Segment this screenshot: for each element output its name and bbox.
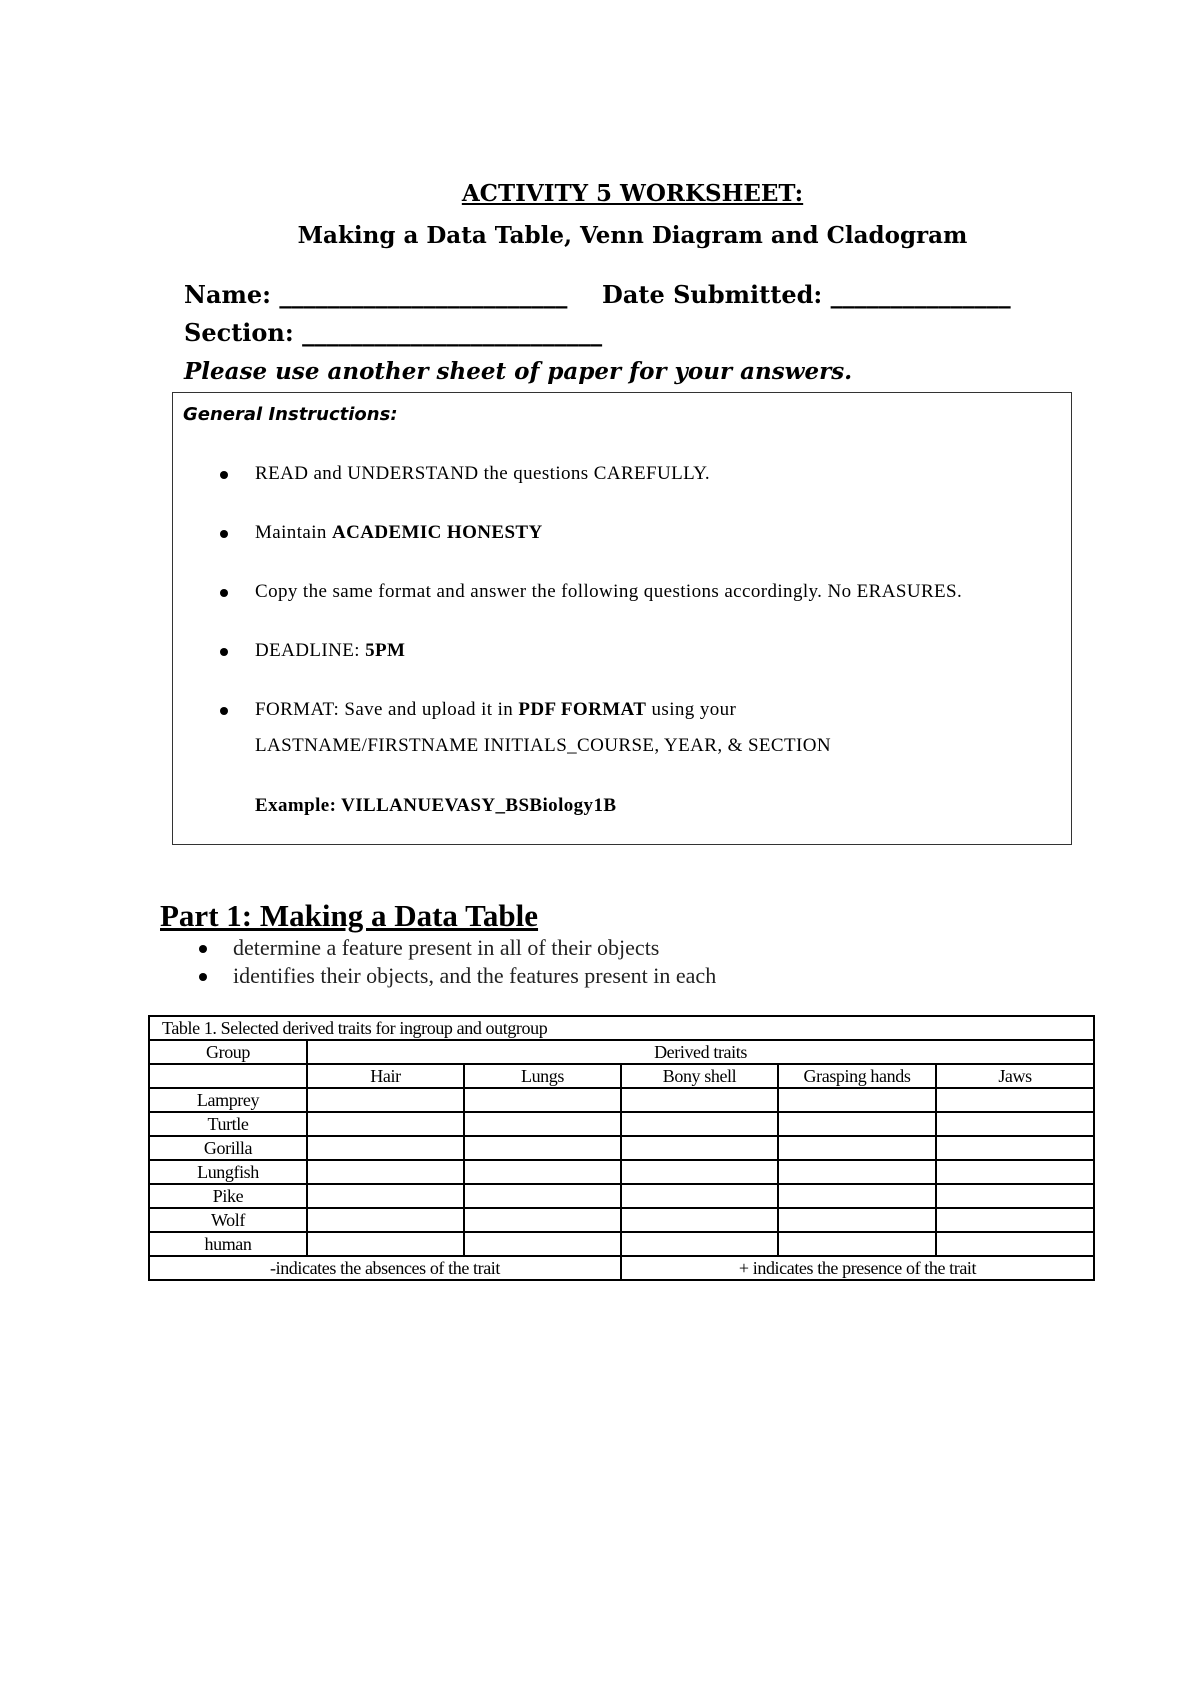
table-cell — [778, 1184, 936, 1208]
part1-bullet: identifies their objects, and the features present in each — [233, 963, 717, 988]
group-name: Pike — [149, 1184, 307, 1208]
table-cell — [464, 1208, 621, 1232]
instruction-item: FORMAT: Save and upload it in PDF FORMAT using your — [255, 699, 737, 720]
table-cell — [307, 1160, 464, 1184]
table-row — [149, 1208, 1094, 1232]
table-cell — [464, 1112, 621, 1136]
answer-sheet-notice: Please use another sheet of paper for your answers. — [184, 358, 853, 385]
bullet-icon — [220, 648, 228, 656]
group-header: Group — [149, 1040, 307, 1064]
table-cell — [778, 1112, 936, 1136]
format-line: LASTNAME/FIRSTNAME INITIALS_COURSE, YEAR, & SECTION — [255, 735, 831, 756]
name-field — [184, 280, 567, 309]
group-name: human — [149, 1232, 307, 1256]
table-cell — [307, 1232, 464, 1256]
trait-header-hair: Hair — [307, 1064, 464, 1088]
group-name: Lungfish — [149, 1160, 307, 1184]
trait-header-bony-shell: Bony shell — [621, 1064, 778, 1088]
bullet-icon — [220, 707, 228, 715]
table-cell — [936, 1184, 1094, 1208]
name-label: Name: — [184, 280, 272, 309]
table-cell — [936, 1232, 1094, 1256]
group-name: Wolf — [149, 1208, 307, 1232]
instructions-heading: General Instructions: — [183, 404, 398, 425]
table-cell — [778, 1088, 936, 1112]
derived-traits-table — [148, 1015, 1095, 1281]
table-header-row — [149, 1040, 1094, 1064]
group-name: Turtle — [149, 1112, 307, 1136]
table-cell — [778, 1160, 936, 1184]
table-cell — [307, 1112, 464, 1136]
trait-header-jaws: Jaws — [936, 1064, 1094, 1088]
table-cell — [621, 1184, 778, 1208]
table-row — [149, 1160, 1094, 1184]
section-label: Section: — [184, 318, 294, 347]
table-row — [149, 1232, 1094, 1256]
table-cell — [307, 1208, 464, 1232]
table-cell — [307, 1184, 464, 1208]
trait-header-grasping-hands: Grasping hands — [778, 1064, 936, 1088]
instructions-box — [172, 392, 1072, 845]
part1-heading: Part 1: Making a Data Table — [160, 898, 539, 933]
table-cell — [621, 1208, 778, 1232]
bullet-icon — [199, 945, 207, 953]
bullet-icon — [220, 589, 228, 597]
instruction-item: READ and UNDERSTAND the questions CAREFULLY. — [255, 463, 711, 484]
worksheet-title: ACTIVITY 5 WORKSHEET: — [461, 180, 804, 207]
table-cell — [464, 1184, 621, 1208]
instruction-item: Maintain ACADEMIC HONESTY — [255, 522, 543, 543]
table-footer-row — [149, 1256, 1094, 1280]
table-cell — [621, 1088, 778, 1112]
part1-bullet: determine a feature present in all of their objects — [233, 935, 660, 960]
table-cell — [464, 1088, 621, 1112]
bullet-icon — [199, 973, 207, 981]
table-row — [149, 1112, 1094, 1136]
trait-names-row — [149, 1064, 1094, 1088]
absence-note: -indicates the absences of the trait — [149, 1256, 621, 1280]
bullet-icon — [220, 471, 228, 479]
table-cell — [936, 1136, 1094, 1160]
section-field — [184, 318, 602, 347]
table-cell — [621, 1112, 778, 1136]
table-cell — [464, 1232, 621, 1256]
bullet-icon — [220, 530, 228, 538]
table-cell — [778, 1136, 936, 1160]
group-name: Gorilla — [149, 1136, 307, 1160]
worksheet-subtitle: Making a Data Table, Venn Diagram and Cladogram — [297, 222, 968, 249]
presence-note: + indicates the presence of the trait — [621, 1256, 1094, 1280]
table-cell — [936, 1208, 1094, 1232]
table-cell — [149, 1064, 307, 1088]
date-label: Date Submitted: — [602, 280, 823, 309]
section-blank: _________________________ — [302, 318, 603, 347]
table-caption-row — [149, 1016, 1094, 1040]
table-cell — [464, 1136, 621, 1160]
table-cell — [464, 1160, 621, 1184]
table-row — [149, 1088, 1094, 1112]
table-row — [149, 1136, 1094, 1160]
table-caption: Table 1. Selected derived traits for ingroup and outgroup — [149, 1016, 1094, 1040]
name-blank: ________________________ — [279, 280, 568, 309]
group-name: Lamprey — [149, 1088, 307, 1112]
table-cell — [936, 1112, 1094, 1136]
date-field — [602, 280, 1011, 309]
table-cell — [621, 1136, 778, 1160]
date-blank: _______________ — [830, 280, 1011, 309]
table-cell — [936, 1160, 1094, 1184]
instruction-item: DEADLINE: 5PM — [255, 640, 406, 661]
table-row — [149, 1184, 1094, 1208]
table-cell — [621, 1232, 778, 1256]
table-cell — [778, 1208, 936, 1232]
format-example: Example: VILLANUEVASY_BSBiology1B — [255, 795, 617, 816]
instruction-item: Copy the same format and answer the following questions accordingly. No ERASURES. — [255, 581, 963, 602]
table-cell — [307, 1088, 464, 1112]
traits-header: Derived traits — [307, 1040, 1094, 1064]
table-cell — [307, 1136, 464, 1160]
table-cell — [778, 1232, 936, 1256]
table-cell — [621, 1160, 778, 1184]
trait-header-lungs: Lungs — [464, 1064, 621, 1088]
table-cell — [936, 1088, 1094, 1112]
